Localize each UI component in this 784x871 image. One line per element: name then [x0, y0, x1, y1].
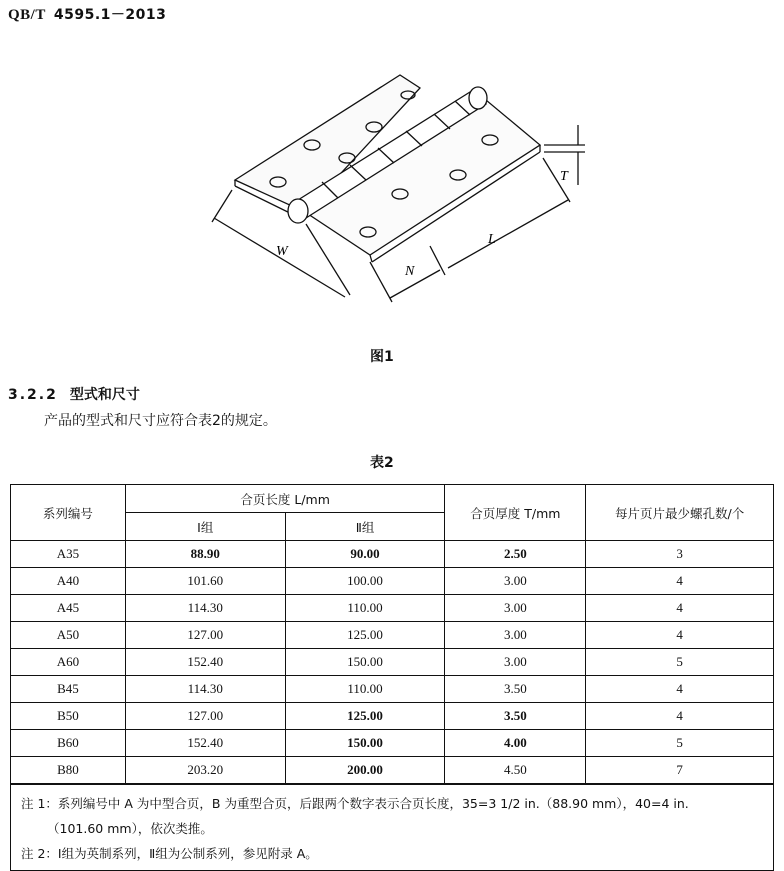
section-title: 型式和尺寸 — [69, 387, 140, 403]
cell-series: A40 — [11, 568, 126, 595]
table-row — [11, 595, 774, 622]
cell-series: A60 — [11, 649, 126, 676]
label-n: N — [405, 264, 415, 279]
cell-group2: 150.00 — [285, 649, 445, 676]
cell-group1: 152.40 — [125, 649, 285, 676]
cell-group2: 110.00 — [285, 676, 445, 703]
cell-thickness: 3.50 — [445, 703, 586, 730]
cell-thickness: 3.00 — [445, 595, 586, 622]
cell-group1: 114.30 — [125, 595, 285, 622]
cell-holes: 4 — [586, 676, 774, 703]
cell-group2: 90.00 — [285, 541, 445, 568]
table-row — [11, 757, 774, 785]
table-row — [11, 541, 774, 568]
cell-thickness: 4.50 — [445, 757, 586, 785]
cell-group2: 110.00 — [285, 595, 445, 622]
header-holes: 每片页片最少螺孔数/个 — [586, 485, 774, 541]
cell-thickness: 3.00 — [445, 622, 586, 649]
cell-series: A45 — [11, 595, 126, 622]
cell-holes: 4 — [586, 568, 774, 595]
table-row — [11, 649, 774, 676]
cell-group2: 125.00 — [285, 622, 445, 649]
cell-group1: 114.30 — [125, 676, 285, 703]
table-caption: 表2 — [370, 455, 394, 471]
cell-series: B80 — [11, 757, 126, 785]
table-notes-row — [11, 784, 774, 871]
table-row — [11, 703, 774, 730]
section-heading — [8, 384, 140, 404]
table-row — [11, 730, 774, 757]
section-number: 3.2.2 — [8, 387, 58, 403]
spec-table — [10, 484, 774, 871]
cell-group2: 125.00 — [285, 703, 445, 730]
cell-holes: 4 — [586, 622, 774, 649]
cell-holes: 3 — [586, 541, 774, 568]
hinge-drawing — [212, 75, 585, 302]
table-notes — [11, 784, 774, 871]
label-w: W — [276, 244, 288, 259]
note-2: 注 2：Ⅰ组为英制系列，Ⅱ组为公制系列，参见附录 A。 — [21, 846, 318, 861]
header-group1: Ⅰ组 — [125, 513, 285, 541]
cell-group2: 100.00 — [285, 568, 445, 595]
note-1-line-1: 注 1：系列编号中 A 为中型合页，B 为重型合页，后跟两个数字表示合页长度，35=3 1/2 in.（88.90 mm），40=4 in. — [21, 796, 689, 811]
cell-group1: 101.60 — [125, 568, 285, 595]
cell-holes: 7 — [586, 757, 774, 785]
cell-group1: 127.00 — [125, 703, 285, 730]
cell-series: A50 — [11, 622, 126, 649]
figure-caption: 图1 — [370, 349, 394, 365]
cell-group2: 150.00 — [285, 730, 445, 757]
header-group2: Ⅱ组 — [285, 513, 445, 541]
cell-group1: 152.40 — [125, 730, 285, 757]
cell-group1: 88.90 — [125, 541, 285, 568]
section-body: 产品的型式和尺寸应符合表2的规定。 — [44, 413, 277, 429]
cell-thickness: 2.50 — [445, 541, 586, 568]
label-t: T — [560, 169, 568, 184]
cell-holes: 4 — [586, 595, 774, 622]
header-thickness: 合页厚度 T/mm — [445, 485, 586, 541]
cell-holes: 5 — [586, 730, 774, 757]
table-row — [11, 676, 774, 703]
header-length: 合页长度 L/mm — [125, 485, 445, 513]
cell-thickness: 3.50 — [445, 676, 586, 703]
cell-group1: 127.00 — [125, 622, 285, 649]
table-row — [11, 622, 774, 649]
standard-number: 4595.1－2013 — [53, 7, 167, 23]
cell-group2: 200.00 — [285, 757, 445, 785]
table-row — [11, 568, 774, 595]
note-1-line-2: （101.60 mm），依次类推。 — [47, 821, 213, 836]
cell-thickness: 3.00 — [445, 568, 586, 595]
header-series: 系列编号 — [11, 485, 126, 541]
hinge-figure — [0, 40, 784, 340]
cell-holes: 4 — [586, 703, 774, 730]
cell-thickness: 3.00 — [445, 649, 586, 676]
cell-series: B50 — [11, 703, 126, 730]
cell-series: B60 — [11, 730, 126, 757]
cell-thickness: 4.00 — [445, 730, 586, 757]
cell-series: A35 — [11, 541, 126, 568]
label-l: L — [488, 232, 496, 247]
cell-group1: 203.20 — [125, 757, 285, 785]
cell-holes: 5 — [586, 649, 774, 676]
standard-code: QB/T — [8, 7, 46, 23]
standard-header — [8, 4, 166, 24]
cell-series: B45 — [11, 676, 126, 703]
